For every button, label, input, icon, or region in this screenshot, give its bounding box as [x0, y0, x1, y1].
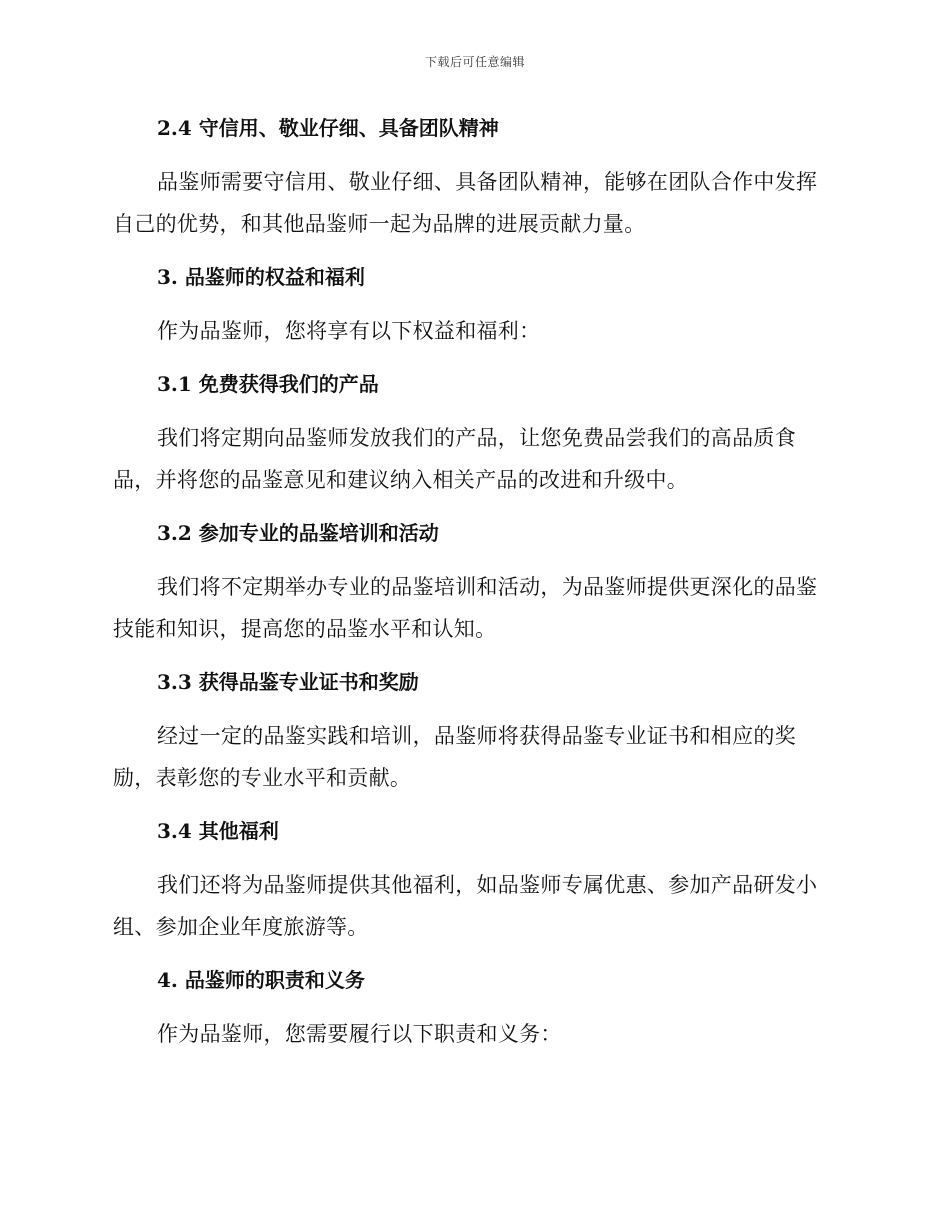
paragraph-3-4: 我们还将为品鉴师提供其他福利，如品鉴师专属优惠、参加产品研发小组、参加企业年度旅游等。 [113, 873, 818, 939]
document-body [113, 108, 833, 1055]
heading-3-1: 3.1 免费获得我们的产品 [157, 372, 379, 396]
paragraph-2-4: 品鉴师需要守信用、敬业仔细、具备团队精神，能够在团队合作中发挥自己的优势，和其他品鉴师一起为品牌的进展贡献力量。 [113, 170, 818, 236]
paragraph-3-2: 我们将不定期举办专业的品鉴培训和活动，为品鉴师提供更深化的品鉴技能和知识，提高您的品鉴水平和认知。 [113, 575, 818, 641]
heading-3-4: 3.4 其他福利 [157, 819, 279, 843]
paragraph-3-3: 经过一定的品鉴实践和培训，品鉴师将获得品鉴专业证书和相应的奖励，表彰您的专业水平和贡献。 [113, 724, 796, 790]
heading-3-2: 3.2 参加专业的品鉴培训和活动 [157, 521, 439, 545]
heading-2-4: 2.4 守信用、敬业仔细、具备团队精神 [157, 116, 499, 140]
page-header: 下载后可任意编辑 [424, 55, 525, 69]
heading-3: 3. 品鉴师的权益和福利 [157, 265, 365, 289]
paragraph-3-1: 我们将定期向品鉴师发放我们的产品，让您免费品尝我们的高品质食品，并将您的品鉴意见和建议纳入相关产品的改进和升级中。 [113, 426, 796, 492]
paragraph-4: 作为品鉴师，您需要履行以下职责和义务： [157, 1022, 562, 1046]
heading-3-3: 3.3 获得品鉴专业证书和奖励 [157, 670, 419, 694]
heading-4: 4. 品鉴师的职责和义务 [157, 968, 365, 992]
paragraph-3: 作为品鉴师，您将享有以下权益和福利： [157, 319, 541, 343]
